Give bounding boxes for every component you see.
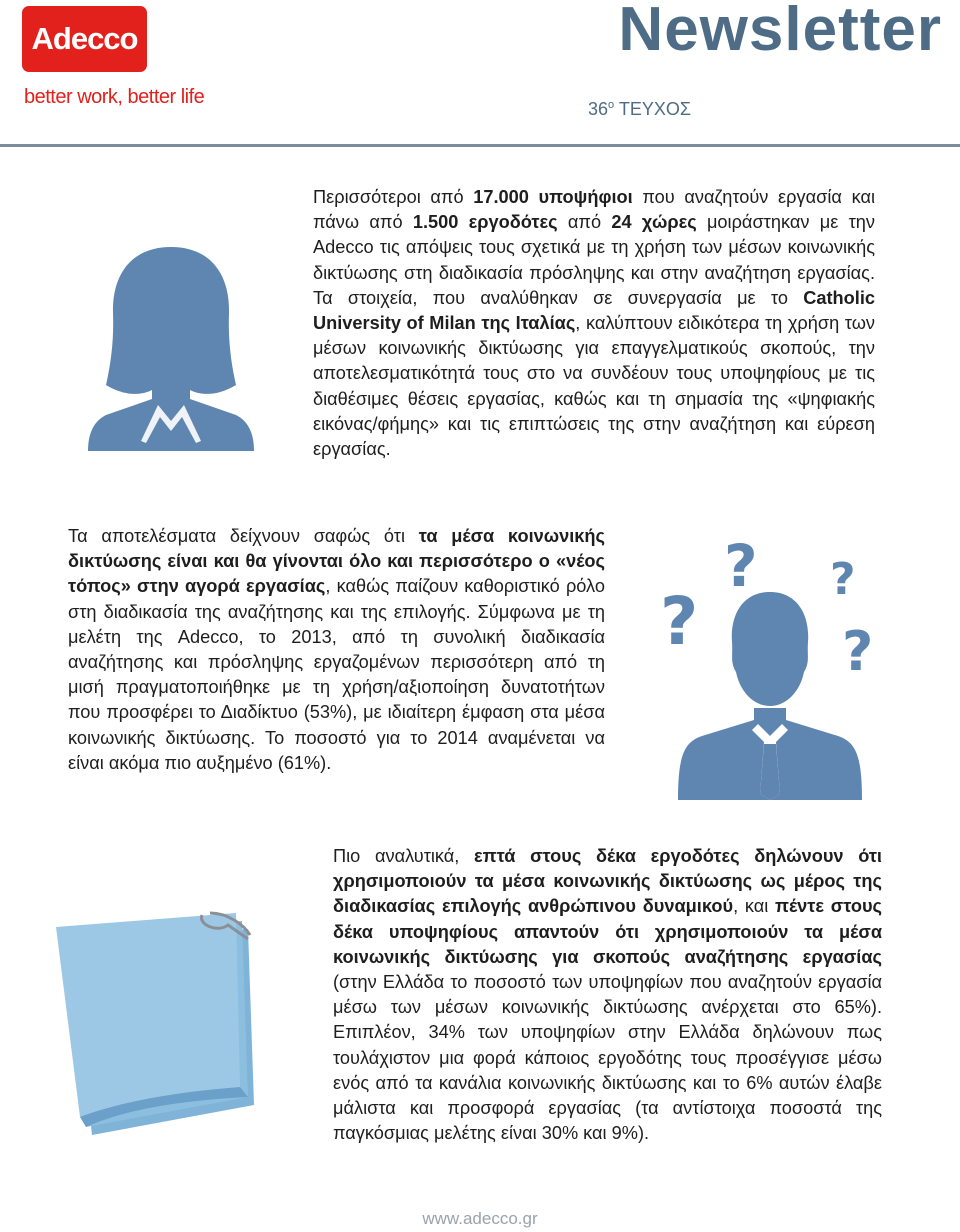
svg-text:?: ? bbox=[660, 583, 699, 660]
logo-text: Adecco bbox=[31, 21, 138, 56]
svg-text:?: ? bbox=[724, 532, 758, 600]
intro-text-4: μοιράστηκαν με την Adecco τις απόψεις τους σχετικά με τη χρήση των μέσων κοινωνικής δικτύωσης στη διαδικασία πρόσληψης και στην αναζήτηση εργασίας. Τα στοιχεία, που αναλύθηκαν σε συνεργασία με το bbox=[313, 212, 876, 308]
header-divider bbox=[0, 144, 960, 147]
intro-bold-countries: 24 χώρες bbox=[611, 212, 697, 233]
detail-bold-employers: επτά στους δέκα εργοδότες δηλώνουν ότι χρησιμοποιούν τα μέσα κοινωνικής δικτύωσης ως μέρος της διαδικασίας επιλογής ανθρώπινου δυναμικού bbox=[333, 846, 882, 917]
footer-url: www.adecco.gr bbox=[422, 1209, 538, 1228]
results-bold-1: τα μέσα κοινωνικής δικτύωσης είναι και θα γίνονται όλο και περισσότερο ο «νέος τόπος» στην αγορά εργασίας bbox=[68, 526, 605, 597]
detail-text-2: , και bbox=[733, 896, 776, 917]
detail-bold-candidates: πέντε στους δέκα υποψηφίους απαντούν ότι χρησιμοποιούν τα μέσα κοινωνικής δικτύωσης για σκοπούς αναζήτησης εργασίας bbox=[333, 896, 882, 967]
man-question-marks-icon bbox=[658, 532, 883, 800]
detail-paragraph bbox=[333, 844, 882, 1146]
detail-text-1: Πιο αναλυτικά, bbox=[333, 846, 475, 866]
intro-text-1: Περισσότεροι από bbox=[313, 187, 474, 207]
intro-bold-candidates: 17.000 υποψήφιοι bbox=[473, 187, 633, 207]
issue-word: ΤΕΥΧΟΣ bbox=[618, 99, 691, 119]
intro-text-3: από bbox=[557, 212, 612, 233]
detail-text-3: (στην Ελλάδα το ποσοστό των υποψηφίων που αναζητούν εργασία μέσω των μέσων κοινωνικής δικτύωσης ανέρχεται στο 65%). Επιπλέον, 34% των υποψηφίων στην Ελλάδα δηλώνουν πως τουλάχιστον μια φορά κάποιος εργοδότης τους προσέγγισε μέσω ενός από τα κανάλια κοινωνικής δικτύωσης και το 6% αυτών έλαβε μάλιστα και προσφορά εργασίας (τα αντίστοιχα ποσοστά της παγκόσμιας μελέτης είναι 30% και 9%). bbox=[333, 972, 882, 1144]
issue-number: 36 bbox=[588, 99, 609, 119]
sticky-notes-icon bbox=[52, 905, 282, 1145]
tagline: better work, better life bbox=[24, 86, 205, 108]
intro-paragraph bbox=[313, 185, 875, 462]
issue-label bbox=[588, 99, 691, 120]
results-text-2: , καθώς παίζουν καθοριστικό ρόλο στη διαδικασία της αναζήτησης και της επιλογής. Σύμφωνα με τη μελέτη της Adecco, το 2013, από τη συνολική διαδικασία αναζήτησης και πρόσληψης εργαζομένων περισσότερη από τη μισή πραγματοποιήθηκε με τη χρήση/αξιοποίηση δυνατοτήτων που προσφέρει το Διαδίκτυο (53%), με ιδιαίτερη έμφαση στα μέσα κοινωνικής δικτύωσης. Το ποσοστό για το 2014 αναμένεται να είναι ακόμα πιο αυξημένο (61%). bbox=[68, 576, 605, 773]
woman-silhouette-icon bbox=[86, 245, 256, 451]
results-text-1: Τα αποτελέσματα δείχνουν σαφώς ότι bbox=[68, 526, 419, 546]
issue-sup: ο bbox=[608, 99, 615, 111]
newsletter-title: Newsletter bbox=[618, 0, 942, 64]
svg-text:?: ? bbox=[830, 554, 856, 605]
results-paragraph bbox=[68, 524, 605, 776]
intro-text-5: , καλύπτουν ειδικότερα τη χρήση των μέσων κοινωνικής δικτύωσης για επαγγελματικούς σκοπούς, την αποτελεσματικότητά τους στο να συνδέουν τους υποψηφίους με τις διαθέσιμες θέσεις εργασίας, καθώς και τη σημασία της «ψηφιακής εικόνας/φήμης» και τις επιπτώσεις της στην αναζήτηση και εύρεση εργασίας. bbox=[313, 313, 875, 460]
svg-text:?: ? bbox=[842, 620, 874, 683]
intro-bold-university: Catholic University of Milan της Ιταλίας bbox=[313, 287, 875, 334]
intro-bold-employers: 1.500 εργοδότες bbox=[412, 212, 558, 233]
adecco-logo bbox=[22, 6, 147, 72]
intro-text-2: που αναζητούν εργασία και πάνω από bbox=[313, 187, 875, 233]
